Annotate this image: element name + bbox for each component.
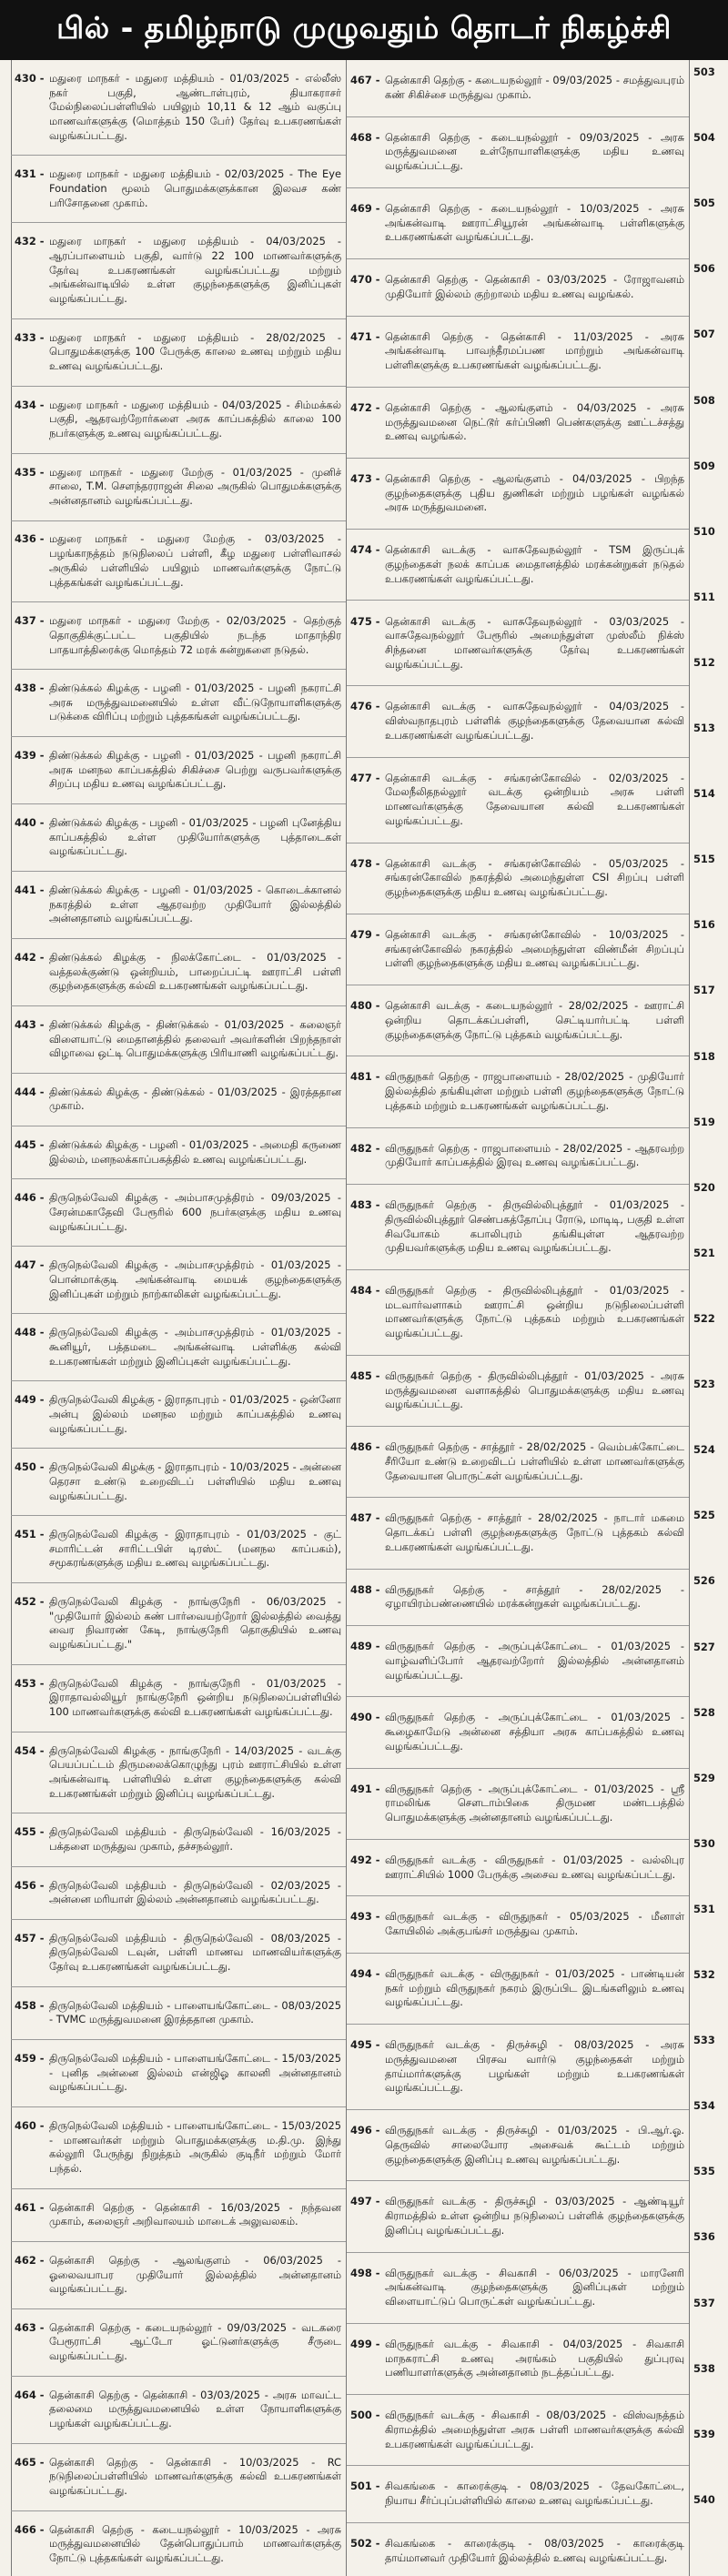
list-item bbox=[347, 1128, 689, 1186]
entry-number: 494 - bbox=[350, 1966, 380, 1980]
entry-number: 461 - bbox=[15, 2200, 45, 2214]
entry-text: தென்காசி தெற்கு - கடையநல்லூர் - 10/03/2025 - அரசு மருத்துவமனையில் தேன்பொதுப்பாம் மாணவர்களுக்கு நோட்டு புத்தகங்கள் வழங்கப்பட்டது. bbox=[49, 2522, 341, 2565]
entry-number: 519 bbox=[693, 1115, 715, 1128]
entry-text: சிவகங்கை - காரைக்குடி - 08/03/2025 - காரைக்குடி தாய்மானவர் முதியோர் இல்லத்தில் உணவு வழங்கப்பட்டது. bbox=[385, 2536, 684, 2564]
list-item bbox=[347, 1769, 689, 1840]
list-item bbox=[347, 317, 689, 388]
entry-number: 460 - bbox=[15, 2118, 45, 2132]
entry-number: 454 - bbox=[15, 1743, 45, 1757]
entry-number: 499 - bbox=[350, 2337, 380, 2350]
entry-text: சிவகங்கை - காரைக்குடி - 08/03/2025 - தேவகோட்டை, நியாய சீர்ப்புப்பள்ளியில் காலை உணவு வழங்கப்பட்டது. bbox=[385, 2480, 684, 2508]
entry-number: 507 bbox=[693, 328, 715, 341]
entry-text: தென்காசி தெற்கு - கடையநல்லூர் - 09/03/2025 - அரசு மருத்துவமனை உள்நோயாளிகளுக்கு மதிய உணவு வழங்கப்பட்டது. bbox=[385, 130, 684, 172]
entry-text: விருதுநகர் தெற்கு - திருவில்லிபுத்தூர் - 01/03/2025 - திருவில்லிபுத்தூர் செண்பகத்தோப்பு ரோடு, மாடிடி, பகுதி உள்ள சிவயோகம் கபாலிபுரம் தங்கியுள்ள ஆதரவற்ற முதியவர்களுக்கு மதிய உணவு வழங்கப்பட்டது. bbox=[385, 1198, 684, 1255]
entry-number: 472 - bbox=[350, 400, 380, 414]
entry-number: 525 bbox=[693, 1509, 715, 1522]
entry-text: விருதுநகர் தெற்கு - ராஜபாளையம் - 28/02/2025 - முதியோர் இல்லத்தில் தங்கியுள்ள மற்றும் பள்ளி குழந்தைகளுக்கு நோட்டு புத்தகம் மற்றும் உபகரணங்கள் வழங்கப்பட்டது. bbox=[385, 1070, 684, 1112]
entry-text: விருதுநகர் வடக்கு - விருதுநகர் - 01/03/2025 - பாண்டியன் நகர் மற்றும் விருதுநகர் நகரம் இருப்பிட இடங்களிலும் உணவு வழங்கப்பட்டது. bbox=[385, 1966, 684, 2009]
entry-text: தென்காசி தெற்கு - தென்காசி - 11/03/2025 - அரசு அங்கன்வாடி பாவந்தீரமப்பண மாற்றும் அங்கன்வாடி பள்ளிகளுக்கு உபகரணங்கள் வழங்கப்பட்டது. bbox=[385, 329, 684, 371]
entry-number: 495 - bbox=[350, 2038, 380, 2052]
entry-number: 439 - bbox=[15, 749, 45, 763]
columns bbox=[0, 60, 728, 2576]
page-banner: பில் - தமிழ்நாடு முழுவதும் தொடர் நிகழ்ச்சி bbox=[0, 0, 728, 60]
entry-text: திண்டுக்கல் கிழக்கு - பழனி - 01/03/2025 - அமைதி கருணை இல்லம், மனநலக்காப்பகத்தில் உணவு வழங்கப்பட்டது. bbox=[49, 1138, 341, 1166]
entry-number: 512 bbox=[693, 655, 715, 669]
entry-text: திருநெல்வேலி கிழக்கு - இராதாபுரம் - 01/03/2025 - குட் சமாரிட்டன் சாரிட்டபிள் டிரஸ்ட் (மனநல காப்பகம்), சமூகரங்களுக்கு மதிய உணவு வழங்கப்பட்டது. bbox=[49, 1528, 341, 1570]
entry-text: விருதுநகர் தெற்கு - அருப்புக்கோட்டை - 01/03/2025 - ஸ்ரீ ராமலிங்க சௌடாம்பிகை திருமண மண்டபத்தில் பொதுமக்களுக்கு அன்னதானம் வழங்கப்பட்டது. bbox=[385, 1782, 684, 1824]
list-item bbox=[11, 2107, 346, 2189]
entry-text: தென்காசி வடக்கு - வாசுதேவநல்லூர் - 04/03/2025 - விஸ்வநாதபுரம் பள்ளிக் குழந்தைகளுக்கு தேவையான கல்வி உபகரணங்கள் வழங்கப்பட்டது. bbox=[385, 700, 684, 742]
list-item bbox=[11, 1006, 346, 1074]
list-item bbox=[347, 1840, 689, 1897]
entry-text: தென்காசி வடக்கு - வாசுதேவநல்லூர் - 03/03/2025 - வாசுதேவநல்லூர் பேரூரில் அமைந்துள்ள முஸ்லீம் நிக்ஸ் சிந்தனை மாணவர்களுக்கு தேர்வு உபகரணங்கள் வழங்கப்பட்டது. bbox=[385, 614, 684, 671]
entry-number: 478 - bbox=[350, 856, 380, 870]
entry-number: 508 bbox=[693, 393, 715, 407]
entry-number: 441 - bbox=[15, 883, 45, 896]
list-item bbox=[11, 1813, 346, 1866]
entry-number: 434 - bbox=[15, 398, 45, 411]
entry-text: திருநெல்வேலி கிழக்கு - நாங்குநேரி - 01/03/2025 - இராதாவல்லியூர் நாங்குநேரி ஒன்றிய நடுநிலைப்பள்ளியில் 100 மாணவர்களுக்கு கல்வி உபகரணங்கள் வழங்கப்பட்டது. bbox=[49, 1676, 341, 1719]
entry-number: 515 bbox=[693, 853, 715, 866]
entry-number: 528 bbox=[693, 1705, 715, 1719]
entry-number: 516 bbox=[693, 918, 715, 932]
entry-number: 533 bbox=[693, 2034, 715, 2047]
list-item bbox=[347, 1185, 689, 1270]
entry-text: திண்டுக்கல் கிழக்கு - நிலக்கோட்டை - 01/03/2025 - வத்தலக்குண்டு ஒன்றியம், பாறைப்பட்டி ஊராட்சி பள்ளி குழந்தைகளுக்கு கல்வி உபகரணங்கள் வழங்கப்பட்டது. bbox=[49, 950, 341, 993]
entry-text: விருதுநகர் வடக்கு - சிவகாசி - 08/03/2025 - விஸ்வநத்தம் கிராமத்தில் அமைந்துள்ள அரசு பள்ளி மாணவர்களுக்கு கல்வி உபகரணங்கள் வழங்கப்பட்டது. bbox=[385, 2409, 684, 2450]
entry-number: 539 bbox=[693, 2427, 715, 2440]
entry-number: 468 - bbox=[350, 130, 380, 144]
entry-number: 497 - bbox=[350, 2195, 380, 2208]
entry-number: 475 - bbox=[350, 614, 380, 628]
entry-number: 480 - bbox=[350, 999, 380, 1013]
list-item bbox=[11, 1987, 346, 2040]
entry-text: மதுரை மாநகர் - மதுரை மத்தியம் - 04/03/2025 - சிம்மக்கல் பகுதி, ஆதரவற்றோர்களை அரசு காப்பகத்தில் காலை 100 நபர்களுக்கு உணவு வழங்கப்பட்டது. bbox=[49, 398, 341, 439]
entry-text: தென்காசி தெற்கு - தென்காசி - 16/03/2025 - நந்தவன முகாம், கலைஞர் அறிவாலயம் மாடைக் அலுவலகம். bbox=[49, 2200, 341, 2228]
entry-text: திருநெல்வேலி மத்தியம் - பாளையங்கோட்டை - 08/03/2025 - TVMC மருத்துவமனை இரத்ததான முகாம். bbox=[49, 1998, 341, 2026]
entry-number: 518 bbox=[693, 1049, 715, 1063]
entry-number: 458 - bbox=[15, 1998, 45, 2012]
entry-number: 489 - bbox=[350, 1640, 380, 1653]
entry-number: 531 bbox=[693, 1902, 715, 1915]
list-item bbox=[347, 914, 689, 985]
entry-text: தென்காசி தெற்கு - ஆலங்குளம் - 04/03/2025 - அரசு மருத்துவமனை நெட்டூர் கர்ப்பிணி பெண்களுக்கு ஊட்டச்சத்து உணவு வழங்கல். bbox=[385, 400, 684, 443]
entry-number: 523 bbox=[693, 1378, 715, 1391]
list-item bbox=[347, 1356, 689, 1427]
list-item bbox=[347, 1270, 689, 1356]
entry-number: 462 - bbox=[15, 2253, 45, 2267]
entry-text: தென்காசி தெற்கு - தென்காசி - 10/03/2025 - RC நடுநிலைப்பள்ளியில் மாணவர்களுக்கு கல்வி உபகரணங்கள் வழங்கப்பட்டது. bbox=[49, 2455, 341, 2498]
entry-number: 443 - bbox=[15, 1017, 45, 1031]
entry-text: தென்காசி தெற்கு - தென்காசி - 03/03/2025 - அரசு மாவட்ட தலைமை மருத்துவமனையில் உள்ள நோயாளிகளுக்கு பழங்கள் வழங்கப்பட்டது. bbox=[49, 2388, 341, 2430]
list-item bbox=[347, 985, 689, 1056]
entry-number: 457 - bbox=[15, 1931, 45, 1945]
entry-text: தென்காசி வடக்கு - கடையநல்லூர் - 28/02/2025 - ஊராட்சி ஒன்றிய தொடக்கப்பள்ளி, செட்டியார்பட்டி பள்ளி குழந்தைகளுக்கு நோட்டு புத்தகம் வழங்கப்பட்டது. bbox=[385, 999, 684, 1041]
entry-number: 479 - bbox=[350, 927, 380, 941]
list-item bbox=[347, 259, 689, 317]
entry-number: 440 - bbox=[15, 815, 45, 829]
entry-number: 430 - bbox=[15, 71, 45, 85]
entry-text: விருதுநகர் வடக்கு - விருதுநகர் - 01/03/2025 - வல்லிபுர ஊராட்சியில் 1000 பேருக்கு அசைவ உணவு வழங்கப்பட்டது. bbox=[385, 1853, 684, 1881]
list-item bbox=[347, 2395, 689, 2466]
entry-number: 477 - bbox=[350, 771, 380, 784]
list-item bbox=[11, 1074, 346, 1126]
entry-text: திருநெல்வேலி கிழக்கு - நாங்குநேரி - 06/03/2025 - "முதியோர் இல்லம் கண் பார்வையற்றோர் இல்லத்தில் வைத்து வைர நிவாரண் கேடி, நாங்குநேரி தொகுதியில் உணவு வழங்கப்பட்டது." bbox=[49, 1595, 341, 1652]
entry-number: 526 bbox=[693, 1574, 715, 1588]
entry-number: 453 - bbox=[15, 1676, 45, 1690]
list-item bbox=[347, 388, 689, 459]
list-item bbox=[11, 454, 346, 521]
entry-number: 463 - bbox=[15, 2320, 45, 2334]
entry-number: 501 - bbox=[350, 2480, 380, 2493]
entry-number: 506 bbox=[693, 262, 715, 276]
entry-number: 493 - bbox=[350, 1910, 380, 1924]
entry-text: தென்காசி தெற்கு - ஆலங்குளம் - 04/03/2025 - பிறந்த குழந்தைகளுக்கு புதிய துணிகள் மற்றும் பழங்கள் வழங்கல் அரசு மருத்துவமனை. bbox=[385, 472, 684, 514]
list-item bbox=[11, 872, 346, 939]
list-item bbox=[347, 601, 689, 686]
list-item bbox=[347, 1056, 689, 1127]
entry-text: திண்டுக்கல் கிழக்கு - திண்டுக்கல் - 01/03/2025 - கலைஞர் விளையாட்டு மைதானத்தில் தலைவர் அவர்களின் பிறந்தநாள் விழாவை ஒட்டி பொதுமக்களுக்கு பிரியாணி வழங்கப்பட்டது. bbox=[49, 1017, 341, 1060]
list-item bbox=[11, 521, 346, 603]
list-item bbox=[347, 1896, 689, 1954]
entry-number: 503 bbox=[693, 66, 715, 78]
entry-number: 459 - bbox=[15, 2051, 45, 2065]
list-item bbox=[11, 939, 346, 1006]
entry-number: 527 bbox=[693, 1640, 715, 1653]
list-item bbox=[347, 1954, 689, 2025]
list-item bbox=[11, 1732, 346, 1814]
entry-text: விருதுநகர் வடக்கு - சிவகாசி - 06/03/2025 - மாரனேரி அங்கன்வாடி குழந்தைகளுக்கு இனிப்புகள் மற்றும் விளையாட்டுப் பொருட்கள் வழங்கப்பட்டது. bbox=[385, 2266, 684, 2308]
entry-text: திருநெல்வேலி கிழக்கு - இராதாபுரம் - 10/03/2025 - அன்னை தெரசா உண்டு உறைவிடப் பள்ளியில் மதிய உணவு வழங்கப்பட்டது. bbox=[49, 1460, 341, 1502]
entry-text: திருநெல்வேலி மத்தியம் - திருநெல்வேலி - 16/03/2025 - பக்தளை மருத்துவ முகாம், தச்சநல்லூர். bbox=[49, 1825, 341, 1853]
list-item bbox=[347, 188, 689, 259]
entry-number: 433 - bbox=[15, 330, 45, 344]
entry-text: திருநெல்வேலி கிழக்கு - இராதாபுரம் - 01/03/2025 - ஒன்னோ அன்பு இல்லம் மனநல மற்றும் காப்பகத்தில் உணவு வழங்கப்பட்டது. bbox=[49, 1393, 341, 1435]
entry-text: மதுரை மாநகர் - மதுரை மத்தியம் - 02/03/2025 - The Eye Foundation மூலம் பொதுமக்களுக்கான இலவச கண் பரிசோதனை முகாம். bbox=[49, 167, 341, 209]
column-right-numbers bbox=[690, 60, 728, 2576]
entry-number: 464 - bbox=[15, 2388, 45, 2401]
entry-number: 504 bbox=[693, 131, 715, 145]
entry-number: 481 - bbox=[350, 1070, 380, 1084]
list-item bbox=[11, 2242, 346, 2309]
entry-text: தென்காசி தெற்கு - கடையநல்லூர் - 09/03/2025 - சமத்துவபுரம் கண் சிகிச்சை மருத்துவ முகாம். bbox=[385, 74, 684, 101]
entry-text: விருதுநகர் தெற்கு - திருவில்லிபுத்தூர் - 01/03/2025 - மடவார்வளாகம் ஊராட்சி ஒன்றிய நடுநிலைப்பள்ளி மாணவர்களுக்கு நோட்டு புத்தகம் மற்றும் உபகரணங்கள் வழங்கப்பட்டது. bbox=[385, 1284, 684, 1340]
list-item bbox=[11, 1381, 346, 1449]
list-item bbox=[11, 1126, 346, 1179]
entry-text: மதுரை மாநகர் - மதுரை மத்தியம் - 04/03/2025 - ஆரப்பாளையம் பகுதி, வார்டு 22 100 மாணவர்களுக்கு தேர்வு உபகரணங்கள் வழங்கப்பட்டது மற்றும் அங்கன்வாடியில் உள்ள குழந்தைகளுக்கு இனிப்புகள் வழங்கப்பட்டது. bbox=[49, 235, 341, 306]
entry-number: 521 bbox=[693, 1246, 715, 1259]
list-item bbox=[347, 1427, 689, 1498]
entry-number: 465 - bbox=[15, 2455, 45, 2469]
entry-text: தென்காசி தெற்கு - தென்காசி - 03/03/2025 - ரோஜாவனம் முதியோர் இல்லம் குற்றாலம் மதிய உணவு வழங்கல். bbox=[385, 273, 684, 300]
list-item bbox=[11, 804, 346, 872]
entry-text: திருநெல்வேலி கிழக்கு - அம்பாசமுத்திரம் - 01/03/2025 - கூனியூர், பத்தமடை அங்கன்வாடி பள்ளிக்கு கல்வி உபகரணங்கள் மற்றும் இனிப்புகள் வழங்கப்பட்டது. bbox=[49, 1326, 341, 1368]
entry-number: 467 - bbox=[350, 74, 380, 87]
entry-text: திருநெல்வேலி கிழக்கு - அம்பாசமுத்திரம் - 01/03/2025 - பொன்மாக்குடி அங்கன்வாடி மையக் குழந்தைகளுக்கு இனிப்புகள் மற்றும் நாற்காலிகள் வழங்கப்பட்டது. bbox=[49, 1258, 341, 1300]
entry-text: தென்காசி வடக்கு - சங்கரன்கோவில் - 02/03/2025 - மேலநீலிதநல்லூர் வடக்கு ஒன்றியம் அரசு பள்ளி மாணவர்களுக்கு தேவையான கல்வி உபகரணங்கள் வழங்கப்பட்டது. bbox=[385, 771, 684, 827]
list-item bbox=[11, 2444, 346, 2511]
entry-number: 450 - bbox=[15, 1460, 45, 1474]
list-item bbox=[347, 1570, 689, 1627]
entry-number: 455 - bbox=[15, 1825, 45, 1839]
entry-number: 451 - bbox=[15, 1528, 45, 1541]
entry-text: திருநெல்வேலி மத்தியம் - பாளையங்கோட்டை - 15/03/2025 - புனித அன்னை இல்லம் என்ஜிஓ காலனி அன்னதானம் வழங்கப்பட்டது. bbox=[49, 2051, 341, 2094]
entry-text: விருதுநகர் தெற்கு - அருப்புக்கோட்டை - 01/03/2025 - கூழைகாமேடு அன்னை சத்தியா அரசு காப்பகத்தில் உணவு வழங்கப்பட்டது. bbox=[385, 1711, 684, 1753]
entry-number: 474 - bbox=[350, 543, 380, 557]
entry-number: 520 bbox=[693, 1180, 715, 1194]
entry-number: 538 bbox=[693, 2361, 715, 2375]
entry-number: 469 - bbox=[350, 201, 380, 215]
list-item bbox=[11, 1920, 346, 1987]
entry-number: 476 - bbox=[350, 700, 380, 713]
entry-text: திருநெல்வேலி மத்தியம் - திருநெல்வேலி - 02/03/2025 - அன்னை மரியாள் இல்லம் அன்னதானம் வழங்கப்பட்டது. bbox=[49, 1878, 341, 1906]
entry-number: 483 - bbox=[350, 1198, 380, 1212]
entry-number: 431 - bbox=[15, 167, 45, 181]
list-item bbox=[11, 387, 346, 454]
list-item bbox=[11, 1516, 346, 1583]
entry-number: 447 - bbox=[15, 1258, 45, 1272]
entry-number: 532 bbox=[693, 1968, 715, 1982]
entry-text: திருநெல்வேலி கிழக்கு - நாங்குநேரி - 14/03/2025 - வடக்கு பெயப்பட்டம் திருமலைக்கொழுந்து புரம் ஊராட்சியில் உள்ள அங்கன்வாடி பள்ளியில் உள்ள குழந்தைகளுக்கு கல்வி உபகரணங்கள் மற்றும் இனிப்பு வழங்கப்பட்டது. bbox=[49, 1743, 341, 1800]
entry-text: திருநெல்வேலி மத்தியம் - பாளையங்கோட்டை - 15/03/2025 - மாணவர்கள் மற்றும் பொதுமக்களுக்கு ம.தி.மு. இந்து கல்லூரி பேருந்து நிறுத்தம் அருகில் குடிநீர் மற்றும் மோர் பந்தல். bbox=[49, 2118, 341, 2176]
list-item bbox=[347, 2110, 689, 2181]
list-item bbox=[347, 117, 689, 188]
entry-number: 496 - bbox=[350, 2124, 380, 2137]
entry-number: 491 - bbox=[350, 1782, 380, 1795]
list-item bbox=[11, 602, 346, 670]
entry-text: திண்டுக்கல் கிழக்கு - பழனி - 01/03/2025 - பழனி புனேத்திய காப்பகத்தில் உள்ள முதியோர்களுக்கு புத்தாடைகள் வழங்கப்பட்டது. bbox=[49, 815, 341, 858]
entry-text: திருநெல்வேலி கிழக்கு - அம்பாசமுத்திரம் - 09/03/2025 - சேரன்மகாதேவி பேரூரில் 600 நபர்களுக்கு மதிய உணவு வழங்கப்பட்டது. bbox=[49, 1191, 341, 1233]
list-item bbox=[347, 758, 689, 844]
list-item bbox=[11, 737, 346, 804]
list-item bbox=[11, 2309, 346, 2377]
entry-text: திண்டுக்கல் கிழக்கு - திண்டுக்கல் - 01/03/2025 - இரத்ததான முகாம். bbox=[49, 1085, 341, 1113]
entry-text: விருதுநகர் வடக்கு - சிவகாசி - 04/03/2025 - சிவகாசி மாநகராட்சி உணவு அரங்கம் பகுதியில் துப்புரவு பணியாளர்களுக்கு அன்னதானம் நடத்தப்பட்டது. bbox=[385, 2337, 684, 2379]
entry-number: 438 - bbox=[15, 682, 45, 695]
entry-text: தென்காசி வடக்கு - வாசுதேவநல்லூர் - TSM இருப்புக் குழந்தைகள் நலக் காப்பக மைதானத்தில் மரக்கன்றுகள் நடுதல் உபகரணங்கள் வழங்கப்பட்டது. bbox=[385, 543, 684, 585]
list-item bbox=[347, 2466, 689, 2523]
entry-number: 466 - bbox=[15, 2522, 45, 2536]
entry-number: 432 - bbox=[15, 235, 45, 248]
entry-number: 452 - bbox=[15, 1595, 45, 1608]
entry-text: தென்காசி தெற்கு - கடையநல்லூர் - 10/03/2025 - அரசு அங்கன்வாடி ஊராட்சியூரன் அங்கன்வாடி பள்ளிகளுக்கு உபகரணங்கள் வழங்கப்பட்டது. bbox=[385, 201, 684, 244]
list-item bbox=[347, 1498, 689, 1569]
entry-text: தென்காசி வடக்கு - சங்கரன்கோவில் - 05/03/2025 - சங்கரன்கோவில் நகரத்தில் அமைந்துள்ள CSI சிறப்பு பள்ளி குழந்தைகளுக்கு மதிய உணவு வழங்கப்பட்டது. bbox=[385, 856, 684, 899]
entry-number: 530 bbox=[693, 1836, 715, 1850]
list-item bbox=[11, 60, 346, 156]
entry-text: விருதுநகர் வடக்கு - விருதுநகர் - 05/03/2025 - மீனாள் கோயிலில் அக்குபங்சர் மருத்துவ முகாம். bbox=[385, 1910, 684, 1938]
entry-number: 536 bbox=[693, 2230, 715, 2244]
entry-number: 484 - bbox=[350, 1284, 380, 1298]
list-item bbox=[11, 2040, 346, 2107]
entry-number: 446 - bbox=[15, 1191, 45, 1205]
entry-number: 488 - bbox=[350, 1582, 380, 1596]
list-item bbox=[11, 1449, 346, 1516]
entry-number: 511 bbox=[693, 590, 715, 603]
entry-number: 485 - bbox=[350, 1369, 380, 1382]
entry-number: 449 - bbox=[15, 1393, 45, 1407]
entry-number: 442 - bbox=[15, 950, 45, 964]
entry-number: 470 - bbox=[350, 273, 380, 287]
list-item bbox=[11, 2511, 346, 2576]
list-item bbox=[347, 2181, 689, 2252]
entry-text: விருதுநகர் வடக்கு - திருச்சுழி - 03/03/2025 - ஆண்டியூர் கிராமத்தில் உள்ள ஒன்றிய நடுநிலைப் பள்ளிக் குழந்தைகளுக்கு இனிப்பு வழங்கப்பட்டது. bbox=[385, 2195, 684, 2237]
entry-number: 513 bbox=[693, 722, 715, 735]
entry-text: விருதுநகர் தெற்கு - சாத்தூர் - 28/02/2025 - ஏழாயிரம்பண்ணையில் மரக்கன்றுகள் வழங்கப்பட்டது. bbox=[385, 1582, 684, 1611]
entry-text: விருதுநகர் வடக்கு - திருச்சுழி - 08/03/2025 - அரசு மருத்துவமனை பிரசவ வார்டு குழந்தைகள் மற்றும் தாய்மார்களுக்கு பழங்கள் மற்றும் உபகரணங்கள் வழங்கப்பட்டது. bbox=[385, 2038, 684, 2095]
entry-number: 535 bbox=[693, 2165, 715, 2178]
entry-text: திண்டுக்கல் கிழக்கு - பழனி - 01/03/2025 - பழனி நகராட்சி அரசு மனநல காப்பகத்தில் சிகிச்சை பெற்று வருபவர்களுக்கு சிறப்பு மதிய உணவு வழங்கப்பட்டது. bbox=[49, 749, 341, 791]
list-item bbox=[347, 2025, 689, 2110]
entry-text: விருதுநகர் தெற்கு - ராஜபாளையம் - 28/02/2025 - ஆதரவற்ற முதியோர் காப்பகத்தில் இரவு உணவு வழங்கப்பட்டது. bbox=[385, 1141, 684, 1169]
entry-text: விருதுநகர் தெற்கு - திருவில்லிபுத்தூர் - 01/03/2025 - அரசு மருத்துவமனை வளாகத்தில் பொதுமக்களுக்கு மதிய உணவு வழங்கப்பட்டது. bbox=[385, 1369, 684, 1411]
list-item bbox=[347, 459, 689, 530]
list-item bbox=[347, 686, 689, 757]
entry-number: 482 - bbox=[350, 1141, 380, 1155]
entry-number: 435 - bbox=[15, 465, 45, 479]
column-left bbox=[11, 60, 347, 2576]
list-item bbox=[11, 1247, 346, 1314]
entry-number: 509 bbox=[693, 459, 715, 472]
entry-number: 524 bbox=[693, 1443, 715, 1457]
column-middle bbox=[347, 60, 690, 2576]
list-item bbox=[347, 60, 689, 117]
entry-number: 500 - bbox=[350, 2409, 380, 2422]
entry-number: 473 - bbox=[350, 472, 380, 486]
entry-number: 517 bbox=[693, 984, 715, 997]
list-item bbox=[347, 530, 689, 601]
entry-text: மதுரை மாநகர் - மதுரை மத்தியம் - 01/03/2025 - எல்லீஸ் நகர் பகுதி, ஆண்டாள்புரம், தியாகராசர் மேல்நிலைப்பள்ளியில் பயிலும் 10,11 & 12 ஆம் வகுப்பு மாணவர்களுக்கு (மொத்தம் 150 பேர்) தேர்வு உபகரணங்கள் வழங்கப்பட்டது. bbox=[49, 71, 341, 142]
entry-number: 492 - bbox=[350, 1853, 380, 1866]
entry-number: 505 bbox=[693, 197, 715, 210]
entry-number: 540 bbox=[693, 2492, 715, 2506]
list-item bbox=[347, 2324, 689, 2395]
list-item bbox=[11, 2377, 346, 2444]
list-item bbox=[347, 844, 689, 914]
list-item bbox=[11, 319, 346, 387]
entry-text: தென்காசி தெற்கு - கடையநல்லூர் - 09/03/2025 - வடகரை பேரூராட்சி ஆட்டோ ஓட்டுனர்களுக்கு சீருடை வழங்கப்பட்டது. bbox=[49, 2320, 341, 2363]
entry-text: தென்காசி தெற்கு - ஆலங்குளம் - 06/03/2025 - ஓலைவயாபர முதியோர் இல்லத்தில் அன்னதானம் வழங்கப்பட்டது. bbox=[49, 2253, 341, 2296]
entry-number: 510 bbox=[693, 524, 715, 538]
list-item bbox=[347, 1626, 689, 1697]
entry-number: 437 - bbox=[15, 614, 45, 628]
list-item bbox=[11, 670, 346, 737]
entry-text: மதுரை மாநகர் - மதுரை மேற்கு - 01/03/2025 - முனிச் சாலை, T.M. சௌந்தரராஜன் சிலை அருகில் பொதுமக்களுக்கு அன்னதானம் வழங்கப்பட்டது. bbox=[49, 465, 341, 507]
list-item bbox=[347, 2523, 689, 2576]
list-item bbox=[11, 1665, 346, 1732]
entry-number: 522 bbox=[693, 1312, 715, 1325]
entry-number: 471 - bbox=[350, 329, 380, 343]
entry-number: 436 - bbox=[15, 532, 45, 546]
entry-text: திண்டுக்கல் கிழக்கு - பழனி - 01/03/2025 - கொடைக்கானல் நகரத்தில் உள்ள ஆதரவற்ற முதியோர் இல்லத்தில் அன்னதானம் வழங்கப்பட்டது. bbox=[49, 883, 341, 925]
entry-text: தென்காசி வடக்கு - சங்கரன்கோவில் - 10/03/2025 - சங்கரன்கோவில் நகரத்தில் அமைந்துள்ள விண்மீன் சிறப்புப் பள்ளி குழந்தைகளுக்கு மதிய உணவு வழங்கப்பட்டது. bbox=[385, 927, 684, 970]
entry-text: மதுரை மாநகர் - மதுரை மேற்கு - 02/03/2025 - தெற்குத் தொகுதிக்குட்பட்ட பகுதியில் நடந்த மாதாந்திர பாதயாத்திரைக்கு மொத்தம் 72 மரக் கன்றுகளை நடுதல். bbox=[49, 614, 341, 656]
entry-text: திருநெல்வேலி மத்தியம் - திருநெல்வேலி - 08/03/2025 - திருநெல்வேலி டவுன், பள்ளி மாணவ மாணவியர்களுக்கு தேர்வு உபகரணங்கள் வழங்கப்பட்டது. bbox=[49, 1931, 341, 1974]
list-item bbox=[347, 1697, 689, 1768]
entry-number: 445 - bbox=[15, 1138, 45, 1152]
list-item bbox=[11, 1314, 346, 1381]
entry-text: விருதுநகர் தெற்கு - சாத்தூர் - 28/02/2025 - நாடார் மகமை தொடக்கப் பள்ளி குழந்தைகளுக்கு நோட்டு புத்தகம் கல்வி உபகரணங்கள் வழங்கப்பட்டது. bbox=[385, 1511, 684, 1553]
list-item bbox=[11, 2189, 346, 2242]
entry-number: 498 - bbox=[350, 2266, 380, 2279]
list-item bbox=[11, 156, 346, 223]
entry-number: 502 - bbox=[350, 2536, 380, 2550]
entry-text: திண்டுக்கல் கிழக்கு - பழனி - 01/03/2025 - பழனி நகராட்சி அரசு மருத்துவமனையில் உள்ள வீட்டுநோயாளிகளுக்கு படுக்கை விரிப்பு மற்றும் புத்தகங்கள் வழங்கப்பட்டது. bbox=[49, 682, 341, 723]
list-item bbox=[11, 1179, 346, 1247]
entry-text: மதுரை மாநகர் - மதுரை மத்தியம் - 28/02/2025 - பொதுமக்களுக்கு 100 பேருக்கு காலை உணவு மற்றும் மதிய உணவு வழங்கப்பட்டது. bbox=[49, 330, 341, 372]
list-item bbox=[11, 1867, 346, 1920]
entry-number: 448 - bbox=[15, 1326, 45, 1339]
list-item bbox=[11, 1583, 346, 1665]
entry-text: விருதுநகர் வடக்கு - திருச்சுழி - 01/03/2025 - பி.ஆர்.ஓ. தெருவில் சாலையோர அசைவக் கூட்டம் மற்றும் குழந்தைகளுக்கு இனிப்பு உணவு வழங்கப்பட்டது. bbox=[385, 2124, 684, 2166]
entry-number: 487 - bbox=[350, 1511, 380, 1525]
entry-text: விருதுநகர் தெற்கு - சாத்தூர் - 28/02/2025 - வெம்பக்கோட்டை சீரியோ உண்டு உறைவிடப் பள்ளியில் உள்ள மாணவர்களுக்கு தேவையான பொருட்கள் வழங்கப்பட்டது. bbox=[385, 1440, 684, 1482]
list-item bbox=[11, 223, 346, 318]
entry-number: 486 - bbox=[350, 1440, 380, 1454]
entry-number: 456 - bbox=[15, 1878, 45, 1892]
entry-number: 537 bbox=[693, 2296, 715, 2309]
entry-number: 529 bbox=[693, 1771, 715, 1784]
entry-text: விருதுநகர் தெற்கு - அருப்புக்கோட்டை - 01/03/2025 - வாழ்வளிப்போர் ஆதரவற்றோர் இல்லத்தில் அன்னதானம் வழங்கப்பட்டது. bbox=[385, 1640, 684, 1682]
entry-number: 490 - bbox=[350, 1711, 380, 1724]
entry-number: 534 bbox=[693, 2099, 715, 2113]
list-item bbox=[347, 2253, 689, 2324]
entry-number: 514 bbox=[693, 787, 715, 801]
entry-text: மதுரை மாநகர் - மதுரை மேற்கு - 03/03/2025 - பழங்காநத்தம் நடுநிலைப் பள்ளி, கீழ மதுரை பள்ளிவாசல் அருகில் பள்ளியில் பயிலும் மாணவர்களுக்கு நோட்டு புத்தகங்கள் வழங்கப்பட்டது. bbox=[49, 532, 341, 589]
entry-number: 444 - bbox=[15, 1085, 45, 1098]
